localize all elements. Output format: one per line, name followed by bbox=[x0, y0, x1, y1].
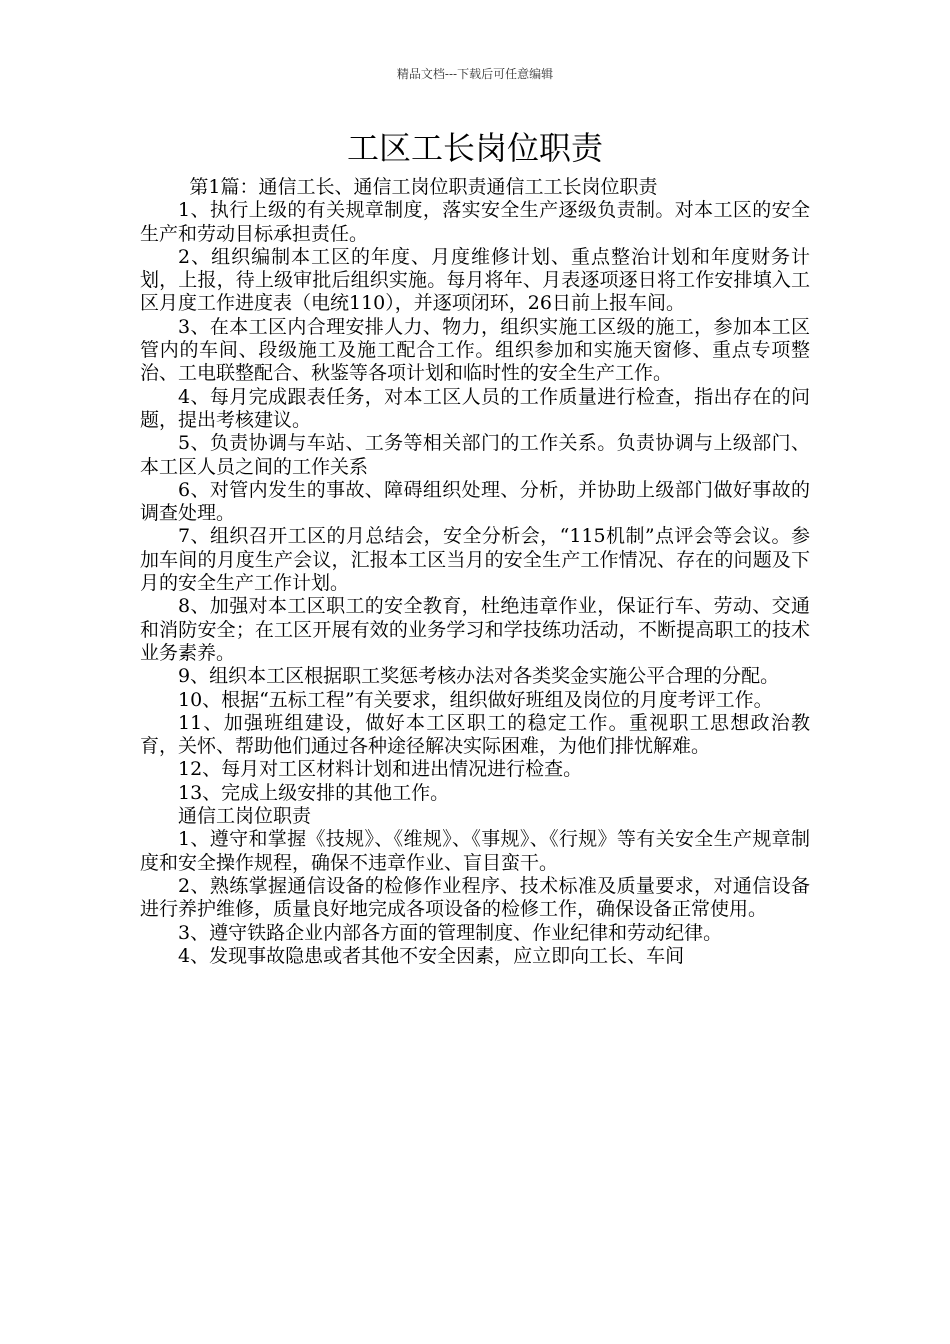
paragraph: 7、组织召开工区的月总结会，安全分析会，“115机制”点评会等会议。参加车间的月度生产会议，汇报本工区当月的安全生产工作情况、存在的问题及下月的安全生产工作计划。 bbox=[140, 525, 810, 595]
paragraph: 4、发现事故隐患或者其他不安全因素，应立即向工长、车间 bbox=[178, 944, 685, 967]
paragraph: 2、熟练掌握通信设备的检修作业程序、技术标准及质量要求，对通信设备进行养护维修，质量良好地完成各项设备的检修工作，确保设备正常使用。 bbox=[140, 874, 810, 921]
header-note: 精品文档---下载后可任意编辑 bbox=[396, 67, 554, 81]
paragraph: 10、根据“五标工程”有关要求，组织做好班组及岗位的月度考评工作。 bbox=[178, 688, 773, 711]
paragraph: 9、组织本工区根据职工奖惩考核办法对各类奖金实施公平合理的分配。 bbox=[178, 665, 780, 688]
document-body bbox=[140, 176, 810, 968]
paragraph: 12、每月对工区材料计划和进出情况进行检查。 bbox=[178, 758, 583, 781]
paragraph: 5、负责协调与车站、工务等相关部门的工作关系。负责协调与上级部门、本工区人员之间的工作关系 bbox=[140, 432, 810, 478]
paragraph: 4、每月完成跟表任务，对本工区人员的工作质量进行检查，指出存在的问题，提出考核建议。 bbox=[140, 385, 810, 431]
paragraph: 3、在本工区内合理安排人力、物力，组织实施工区级的施工，参加本工区管内的车间、段级施工及施工配合工作。组织参加和实施天窗修、重点专项整治、工电联整配合、秋鉴等各项计划和临时性的安全生产工作。 bbox=[140, 315, 810, 385]
paragraph: 2、组织编制本工区的年度、月度维修计划、重点整治计划和年度财务计划，上报，待上级审批后组织实施。每月将年、月表逐项逐日将工作安排填入工区月度工作进度表（电统110），并逐项闭环，26日前上报车间。 bbox=[140, 245, 810, 315]
paragraph: 6、对管内发生的事故、障碍组织处理、分析，并协助上级部门做好事故的调查处理。 bbox=[140, 478, 810, 525]
article-subtitle: 第1篇：通信工长、通信工岗位职责通信工工长岗位职责 bbox=[189, 176, 658, 198]
paragraph: 11、加强班组建设，做好本工区职工的稳定工作。重视职工思想政治教育，关怀、帮助他们通过各种途径解决实际困难，为他们排忧解难。 bbox=[140, 711, 810, 758]
section-heading: 通信工岗位职责 bbox=[178, 805, 312, 828]
paragraph: 8、加强对本工区职工的安全教育，杜绝违章作业，保证行车、劳动、交通和消防安全；在工区开展有效的业务学习和学技练功活动，不断提高职工的技术业务素养。 bbox=[140, 595, 810, 664]
paragraph: 1、执行上级的有关规章制度，落实安全生产逐级负责制。对本工区的安全生产和劳动目标承担责任。 bbox=[140, 199, 810, 245]
paragraph: 13、完成上级安排的其他工作。 bbox=[178, 781, 450, 804]
paragraph: 1、遵守和掌握《技规》、《维规》、《事规》、《行规》等有关安全生产规章制度和安全操作规程，确保不违章作业、盲目蛮干。 bbox=[140, 828, 810, 874]
paragraph: 3、遵守铁路企业内部各方面的管理制度、作业纪律和劳动纪律。 bbox=[178, 921, 723, 944]
document-title: 工区工长岗位职责 bbox=[346, 129, 603, 167]
